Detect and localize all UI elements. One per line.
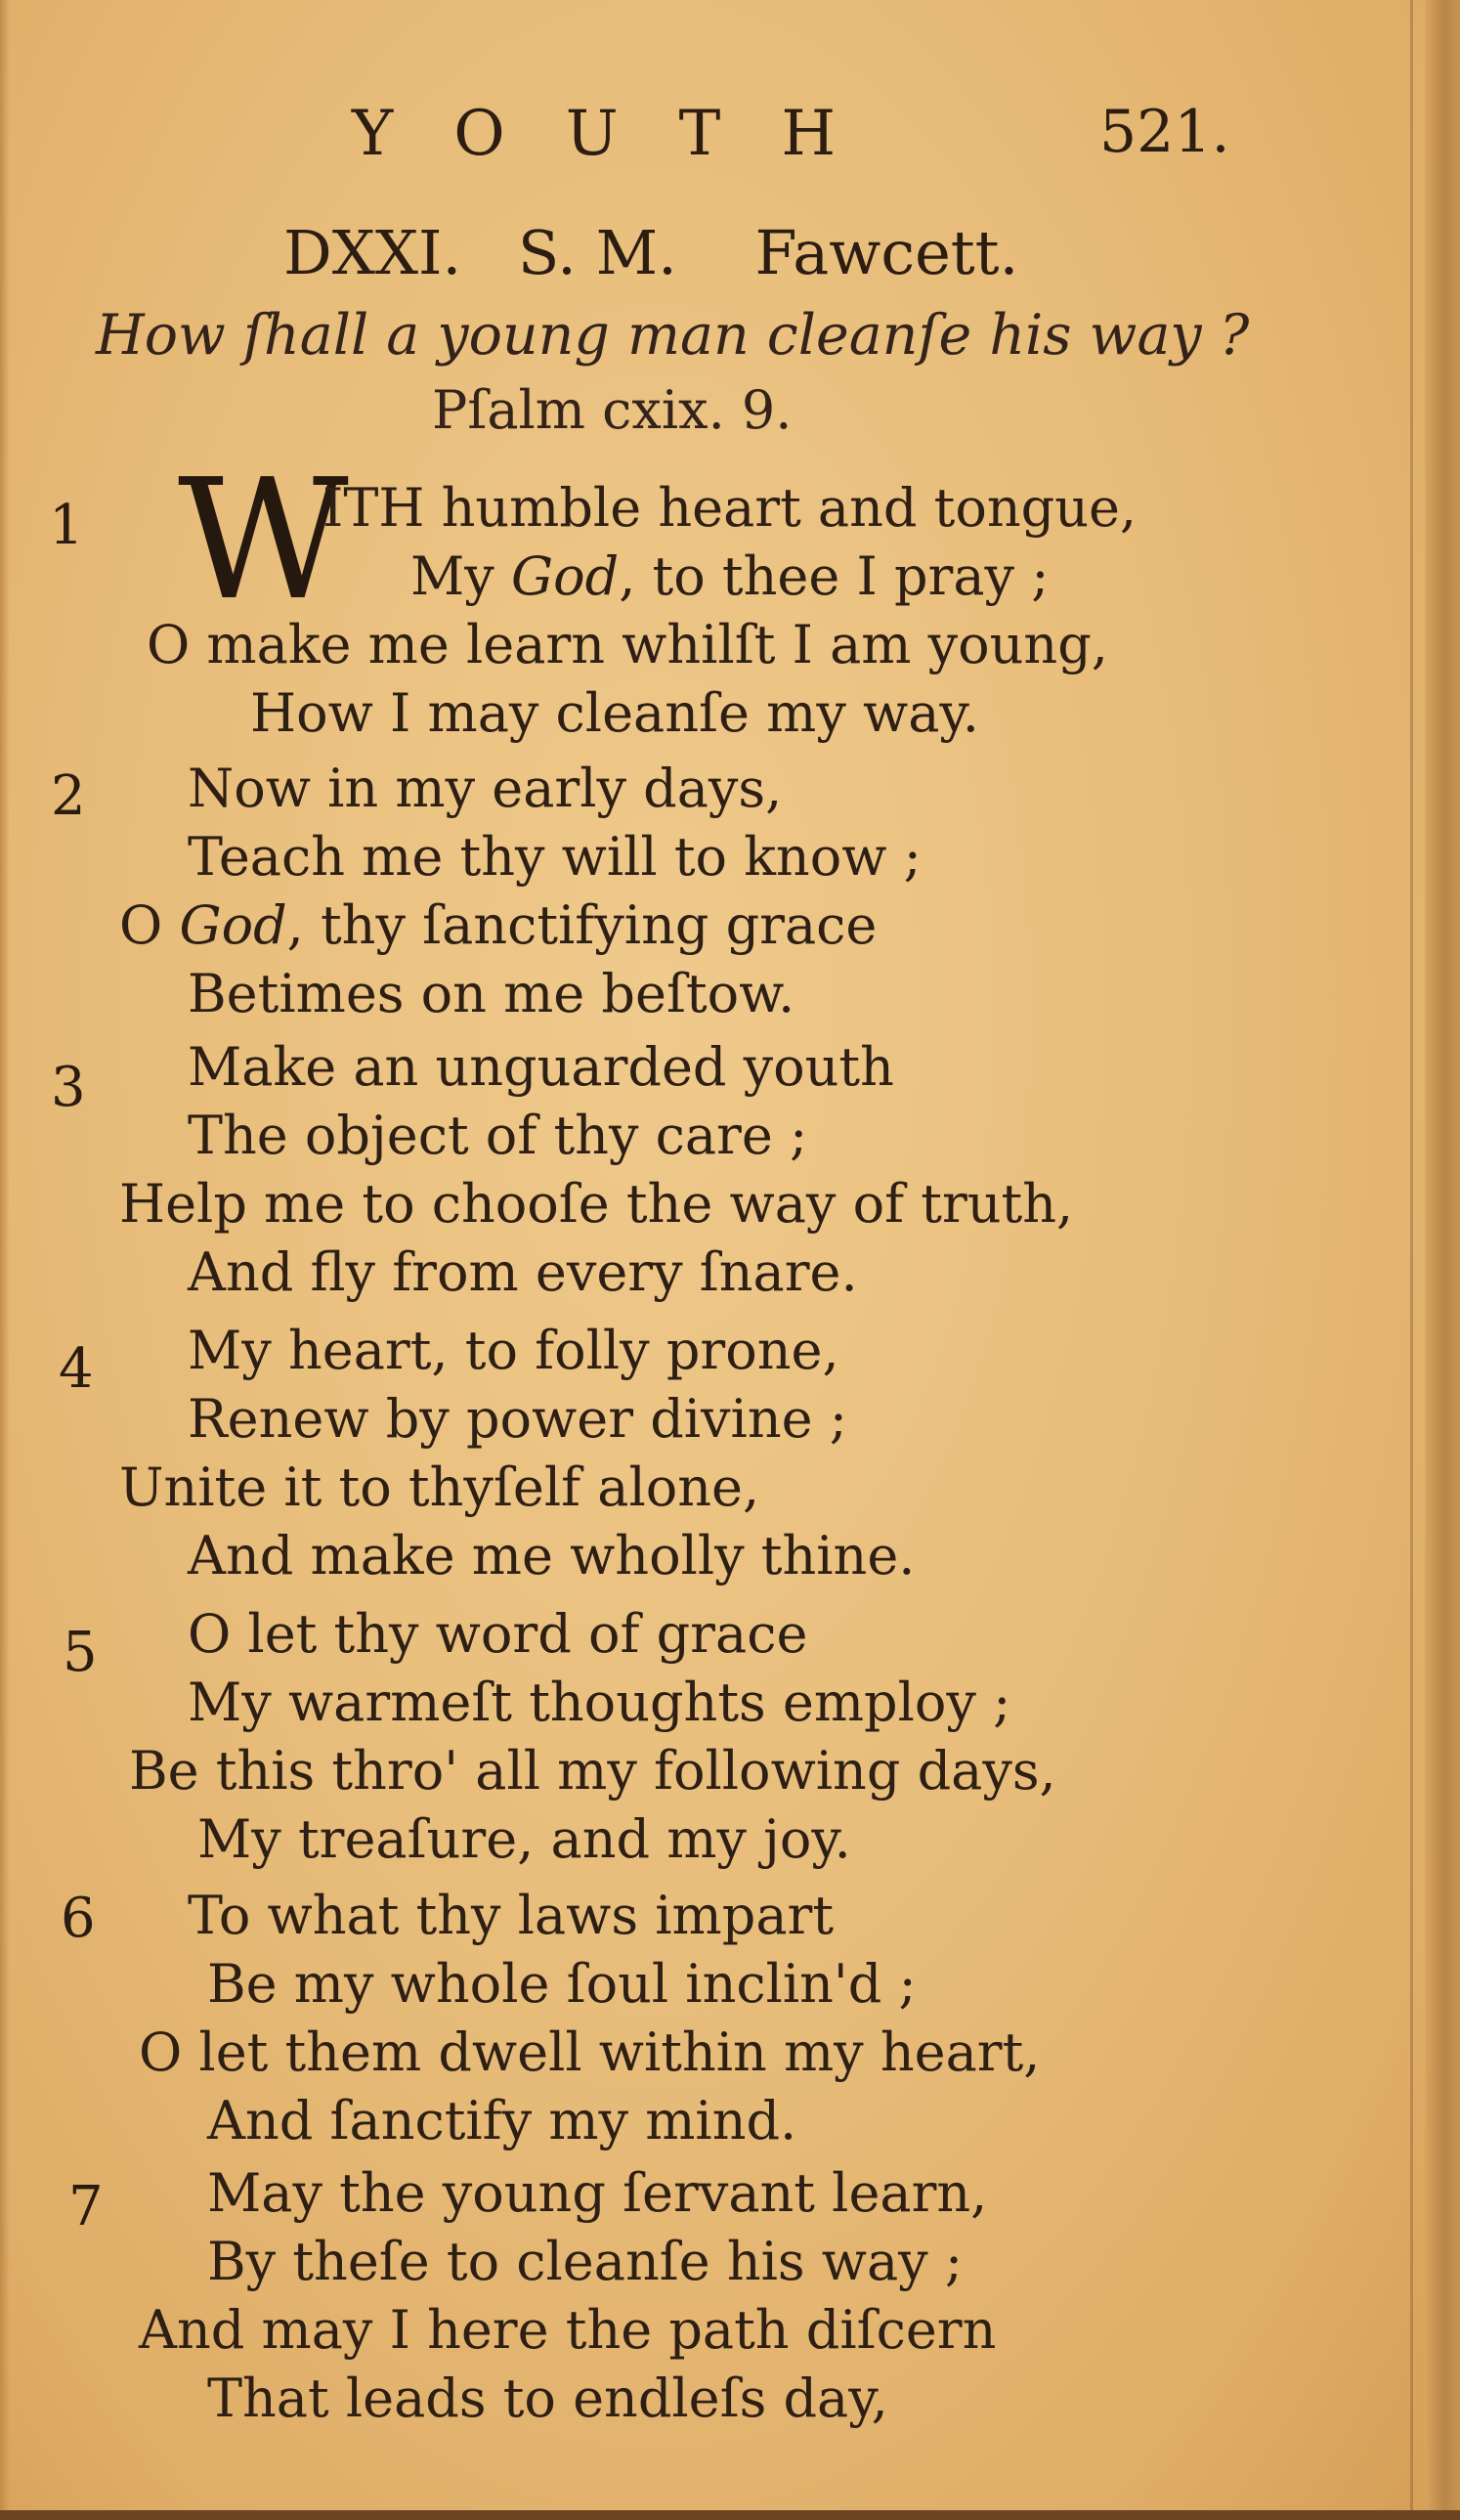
page-right-edge — [1425, 0, 1460, 2520]
verse-line: Betimes on me beſtow. — [188, 963, 795, 1024]
verse-line: To what thy laws impart — [188, 1885, 835, 1946]
verse-line: Help me to chooſe the way of truth, — [119, 1173, 1074, 1235]
verse-line: O let thy word of grace — [188, 1603, 808, 1665]
hymn-header — [283, 217, 1018, 288]
verse-line: My treaſure, and my joy. — [197, 1808, 851, 1870]
verse-line: And make me wholly thine. — [188, 1525, 916, 1586]
verse-line: ITH humble heart and tongue, — [322, 477, 1138, 539]
verse-line: Make an unguarded youth — [188, 1036, 894, 1098]
verse-line: The object of thy care ; — [188, 1105, 808, 1166]
epigraph: How ſhall a young man cleanſe his way ? — [96, 303, 1250, 368]
hymn-author: Fawcett. — [754, 217, 1019, 288]
scripture-reference: Pſalm cxix. 9. — [432, 379, 793, 441]
verse-line: O let them dwell within my heart, — [139, 2021, 1041, 2083]
verse-line: My God, to thee I pray ; — [410, 545, 1050, 607]
stanza-number: 7 — [68, 2175, 104, 2238]
page-left-edge — [0, 0, 10, 2520]
verse-line: And may I here the path diſcern — [139, 2299, 997, 2361]
verse-line: And fly from every ſnare. — [188, 1241, 858, 1303]
verse-line: Be this thro' all my following days, — [129, 1740, 1056, 1802]
running-head: YOUTH — [352, 98, 897, 170]
stanza-number: 5 — [63, 1621, 98, 1684]
verse-line: May the young ſervant learn, — [207, 2162, 988, 2224]
verse-line: Teach me thy will to know ; — [188, 826, 922, 888]
stanza-number: 2 — [51, 764, 86, 828]
verse-line: By theſe to cleanſe his way ; — [207, 2231, 964, 2292]
drop-cap: W — [178, 444, 349, 637]
verse-line: Be my whole ſoul inclin'd ; — [207, 1953, 917, 2015]
page-number: 521. — [1099, 98, 1230, 166]
stanza-number: 6 — [61, 1887, 96, 1950]
page-edge-line — [1410, 0, 1413, 2520]
verse-line: Now in my early days, — [188, 758, 783, 819]
verse-line: My heart, to folly prone, — [188, 1320, 839, 1381]
hymn-meter: S. M. — [517, 217, 677, 288]
verse-line: Renew by power divine ; — [188, 1388, 847, 1450]
stanza-number: 4 — [59, 1337, 94, 1401]
hymn-number: DXXI. — [283, 217, 462, 288]
italic-word: God — [510, 545, 620, 607]
verse-line: How I may cleanſe my way. — [250, 682, 979, 744]
stanza-number: 3 — [51, 1056, 86, 1119]
verse-line: That leads to endleſs day, — [207, 2368, 888, 2429]
verse-line: O make me learn whilſt I am young, — [147, 614, 1108, 675]
verse-line: And ſanctify my mind. — [207, 2090, 797, 2151]
verse-line: My warmeſt thoughts employ ; — [188, 1672, 1011, 1733]
stanza-number: 1 — [49, 494, 84, 557]
verse-line: O God, thy ſanctifying grace — [119, 894, 878, 956]
page-bottom-edge — [0, 2510, 1460, 2520]
verse-line: Unite it to thyſelf alone, — [119, 1456, 760, 1518]
italic-word: God — [179, 894, 287, 956]
